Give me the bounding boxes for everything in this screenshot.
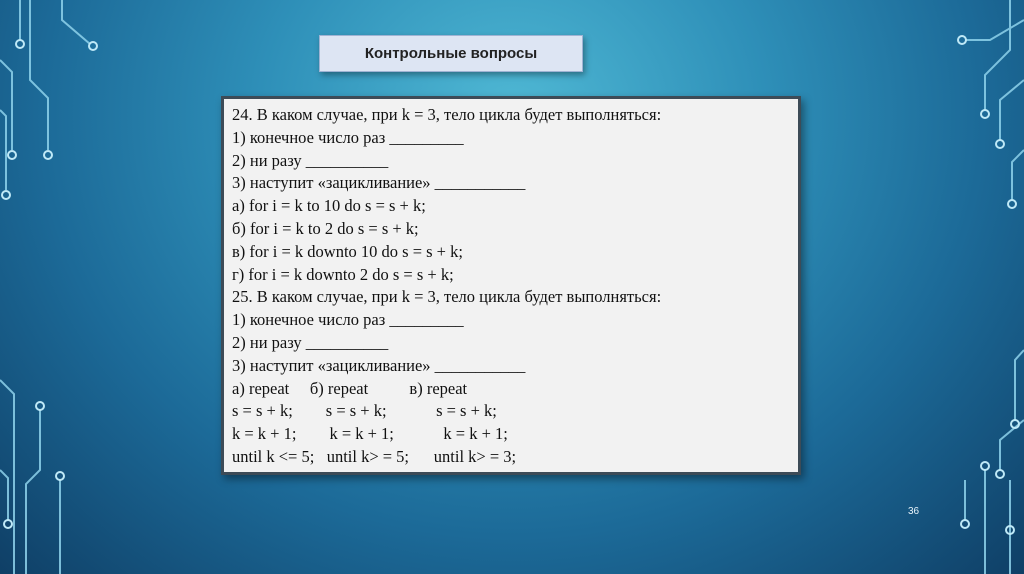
page-number: 36 <box>908 506 920 517</box>
question-line: 1) конечное число раз _________ <box>232 127 464 147</box>
question-line: 3) наступит «зацикливание» ___________ <box>232 355 526 375</box>
question-line: а) for i = k to 10 do s = s + k; <box>232 196 426 216</box>
question-line: s = s + k; s = s + k; s = s + k; <box>232 401 497 421</box>
question-line: а) repeat б) repeat в) repeat <box>232 378 468 398</box>
question-line: k = k + 1; k = k + 1; k = k + 1; <box>232 424 508 444</box>
question-line: until k <= 5; until k> = 5; until k> = 3; <box>232 446 517 466</box>
question-line: 2) ни разу __________ <box>232 150 389 170</box>
question-line: 1) конечное число раз _________ <box>232 310 464 330</box>
question-line: 3) наступит «зацикливание» ___________ <box>232 173 526 193</box>
questions-panel <box>221 96 801 475</box>
question-line: б) for i = k to 2 do s = s + k; <box>232 218 419 238</box>
question-line: 2) ни разу __________ <box>232 332 389 352</box>
question-line: в) for i = k downto 10 do s = s + k; <box>232 241 463 261</box>
question-line: 24. В каком случае, при k = 3, тело цикла будет выполняться: <box>232 105 662 124</box>
question-line: 25. В каком случае, при k = 3, тело цикла будет выполняться: <box>232 287 662 307</box>
question-line: г) for i = k downto 2 do s = s + k; <box>232 264 454 284</box>
slide-title: Контрольные вопросы <box>319 35 583 72</box>
